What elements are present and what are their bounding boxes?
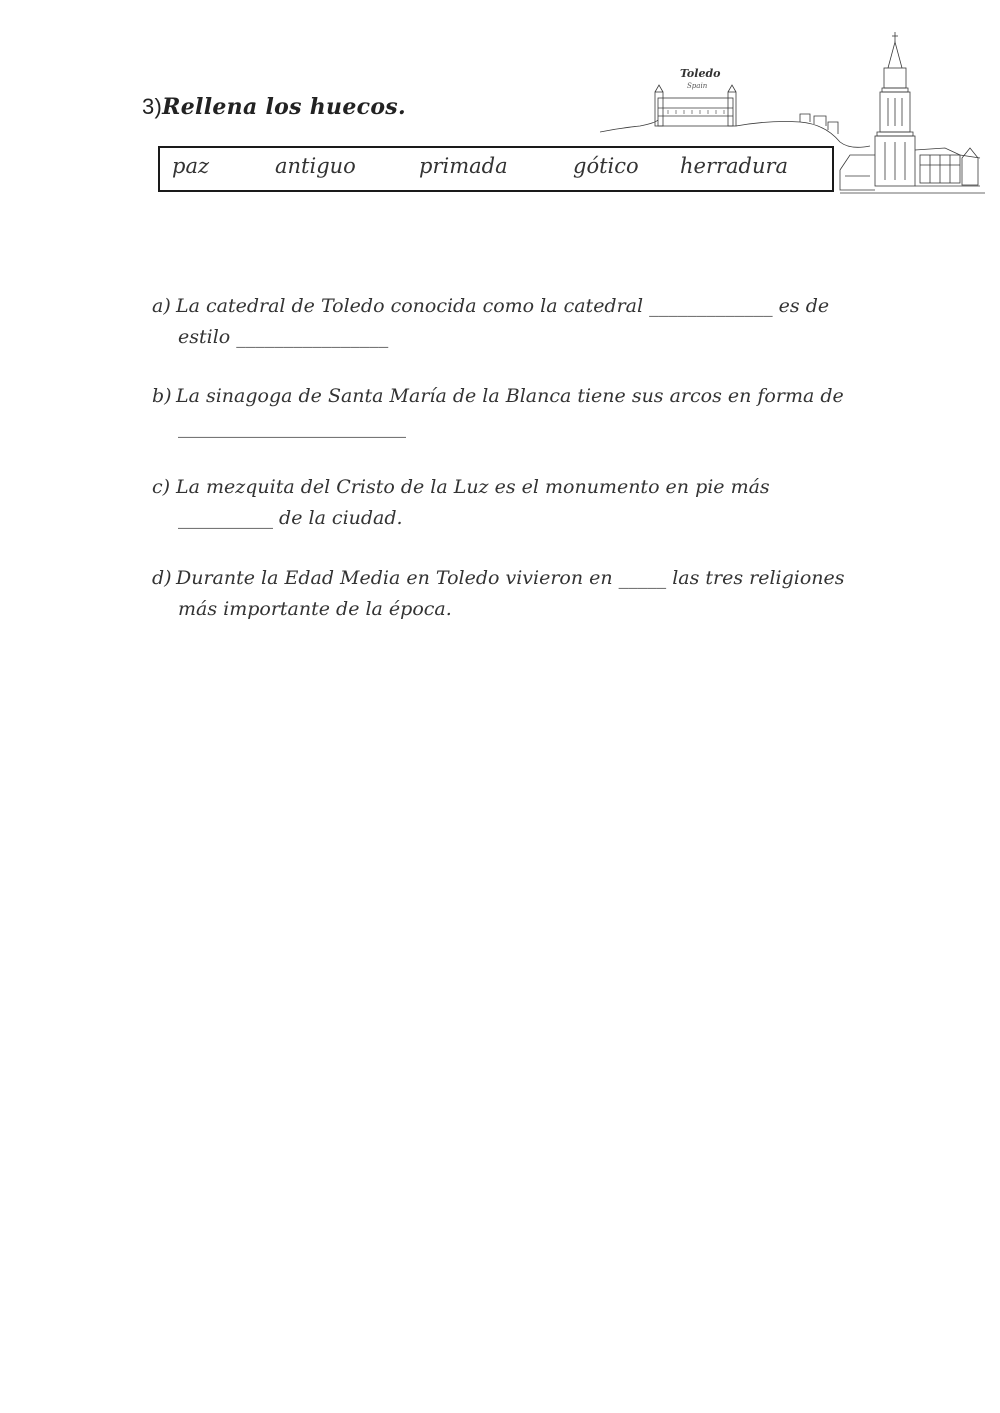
skyline-title: Toledo: [680, 67, 721, 80]
question-text-line-2: __________ de la ciudad.: [178, 507, 403, 529]
word-bank-item: primada: [419, 154, 508, 178]
question-d: [152, 563, 942, 625]
question-letter: a): [152, 295, 171, 317]
question-text-line-2: estilo ________________: [178, 326, 389, 348]
question-a: [152, 291, 942, 353]
question-text-line-1: La catedral de Toledo conocida como la catedral _____________ es de: [176, 295, 830, 317]
question-b: [152, 381, 942, 443]
word-bank-item: antiguo: [275, 154, 356, 178]
question-letter: d): [152, 567, 172, 589]
toledo-skyline-icon: [600, 30, 985, 200]
question-text-line-2: más importante de la época.: [178, 598, 452, 620]
word-bank-item: paz: [172, 154, 210, 178]
exercise-number: 3): [142, 94, 163, 119]
question-text-line-1: La sinagoga de Santa María de la Blanca tiene sus arcos en forma de: [176, 385, 844, 407]
word-bank-item: herradura: [680, 154, 789, 178]
question-letter: b): [152, 385, 172, 407]
question-text-line-2: ________________________: [178, 416, 406, 438]
question-text-line-1: Durante la Edad Media en Toledo vivieron en _____ las tres religiones: [176, 567, 845, 589]
word-bank-item: gótico: [573, 154, 639, 178]
skyline-subtitle: Spain: [687, 82, 708, 90]
exercise-title: [142, 94, 406, 120]
question-letter: c): [152, 476, 171, 498]
question-text-line-1: La mezquita del Cristo de la Luz es el monumento en pie más: [176, 476, 770, 498]
exercise-instruction: Rellena los huecos.: [162, 94, 406, 120]
question-c: [152, 472, 942, 534]
